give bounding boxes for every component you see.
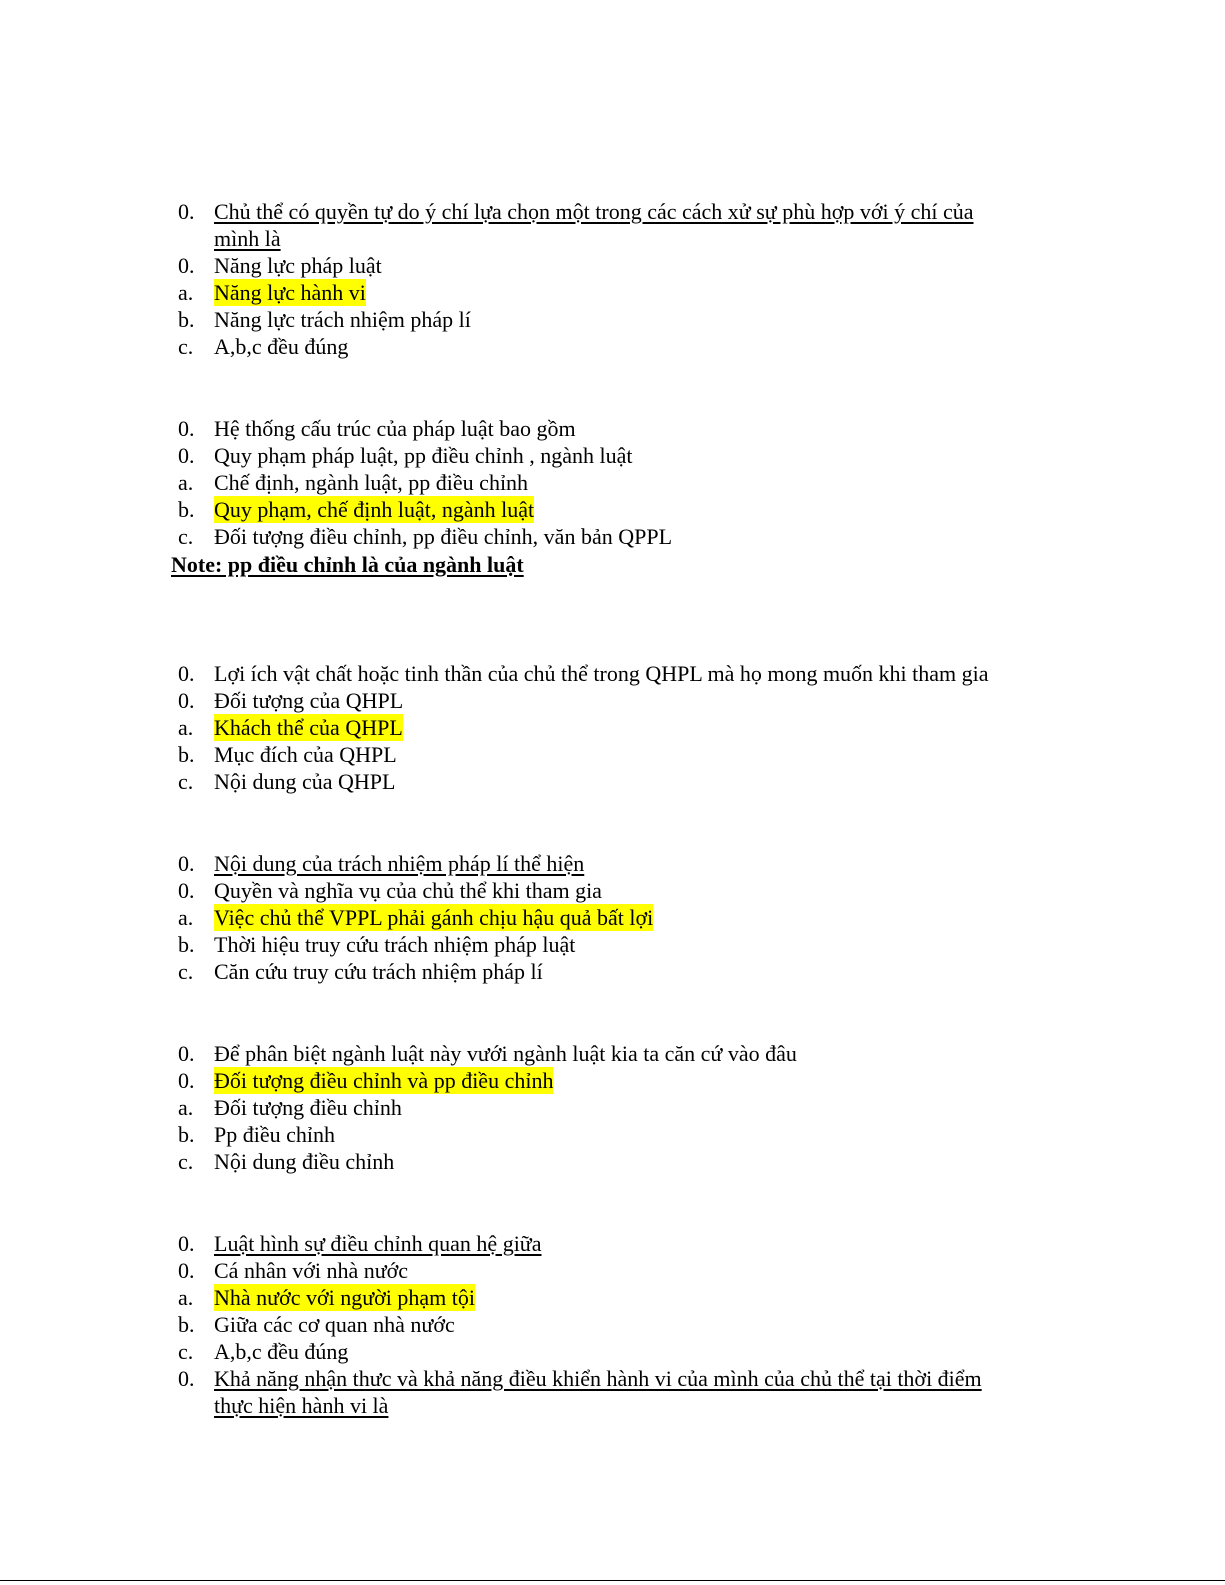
list-marker: c. — [178, 959, 194, 984]
list-marker: b. — [178, 1122, 195, 1147]
list-marker: c. — [178, 334, 194, 359]
question-text: mình là — [214, 226, 281, 251]
question-text: thực hiện hành vi là — [214, 1393, 389, 1418]
list-marker: a. — [178, 1095, 194, 1120]
list-marker: a. — [178, 715, 194, 740]
option-text: Đối tượng điều chỉnh — [214, 1095, 402, 1120]
answer-highlight: Năng lực hành vi — [214, 280, 366, 305]
list-marker: c. — [178, 769, 194, 794]
option-text: Mục đích của QHPL — [214, 742, 397, 767]
question-text: Luật hình sự điều chỉnh quan hệ giữa — [214, 1231, 542, 1256]
option-text: Thời hiệu truy cứu trách nhiệm pháp luật — [214, 932, 576, 957]
option-text: Chế định, ngành luật, pp điều chỉnh — [214, 470, 529, 495]
list-marker: b. — [178, 1312, 195, 1337]
question-text: Khả năng nhận thưc và khả năng điều khiển hành vi của mình của chủ thể tại thời điểm — [214, 1366, 982, 1391]
list-marker: c. — [178, 1149, 194, 1174]
option-text: A,b,c đều đúng — [214, 1339, 349, 1364]
list-marker: b. — [178, 307, 195, 332]
question-text: Chủ thể có quyền tự do ý chí lựa chọn một trong các cách xử sự phù hợp với ý chí của — [214, 199, 974, 224]
note-text: Note: pp điều chỉnh là của ngành luật — [171, 552, 524, 577]
answer-highlight: Đối tượng điều chỉnh và pp điều chỉnh — [214, 1068, 554, 1093]
page-bottom-border — [0, 1580, 1225, 1581]
list-marker: b. — [178, 742, 195, 767]
option-text: Quy phạm pháp luật, pp điều chỉnh , ngành luật — [214, 443, 633, 468]
list-marker: 0. — [178, 878, 195, 903]
option-text: Đối tượng điều chỉnh, pp điều chỉnh, văn bản QPPL — [214, 524, 673, 549]
option-text: Pp điều chỉnh — [214, 1122, 335, 1147]
list-marker: 0. — [178, 1366, 195, 1391]
list-marker: 0. — [178, 661, 195, 686]
list-marker: b. — [178, 497, 195, 522]
option-text: A,b,c đều đúng — [214, 334, 349, 359]
option-text: Năng lực pháp luật — [214, 253, 382, 278]
option-text: Đối tượng của QHPL — [214, 688, 404, 713]
list-marker: 0. — [178, 253, 195, 278]
question-text: Nội dung của trách nhiệm pháp lí thể hiện — [214, 851, 585, 876]
list-marker: a. — [178, 470, 194, 495]
option-text: Quyền và nghĩa vụ của chủ thể khi tham gia — [214, 878, 602, 903]
list-marker: 0. — [178, 688, 195, 713]
list-marker: a. — [178, 905, 194, 930]
answer-highlight: Quy phạm, chế định luật, ngành luật — [214, 497, 535, 522]
question-text: Để phân biệt ngành luật này vưới ngành luật kia ta căn cứ vào đâu — [214, 1041, 797, 1066]
question-text: Lợi ích vật chất hoặc tinh thần của chủ thể trong QHPL mà họ mong muốn khi tham gia — [214, 661, 989, 686]
option-text: Nội dung của QHPL — [214, 769, 396, 794]
option-text: Căn cứu truy cứu trách nhiệm pháp lí — [214, 959, 543, 984]
list-marker: 0. — [178, 199, 195, 224]
answer-highlight: Khách thể của QHPL — [214, 715, 403, 740]
answer-highlight: Nhà nước với người phạm tội — [214, 1285, 475, 1310]
list-marker: 0. — [178, 416, 195, 441]
list-marker: 0. — [178, 443, 195, 468]
answer-highlight: Việc chủ thể VPPL phải gánh chịu hậu quả bất lợi — [214, 905, 654, 930]
list-marker: 0. — [178, 851, 195, 876]
question-text: Hệ thống cấu trúc của pháp luật bao gồm — [214, 416, 576, 441]
list-marker: 0. — [178, 1258, 195, 1283]
list-marker: 0. — [178, 1231, 195, 1256]
list-marker: a. — [178, 280, 194, 305]
option-text: Nội dung điều chỉnh — [214, 1149, 395, 1174]
list-marker: 0. — [178, 1068, 195, 1093]
option-text: Năng lực trách nhiệm pháp lí — [214, 307, 471, 332]
list-marker: a. — [178, 1285, 194, 1310]
list-marker: c. — [178, 1339, 194, 1364]
option-text: Cá nhân với nhà nước — [214, 1258, 409, 1283]
list-marker: c. — [178, 524, 194, 549]
option-text: Giữa các cơ quan nhà nước — [214, 1312, 455, 1337]
list-marker: 0. — [178, 1041, 195, 1066]
list-marker: b. — [178, 932, 195, 957]
